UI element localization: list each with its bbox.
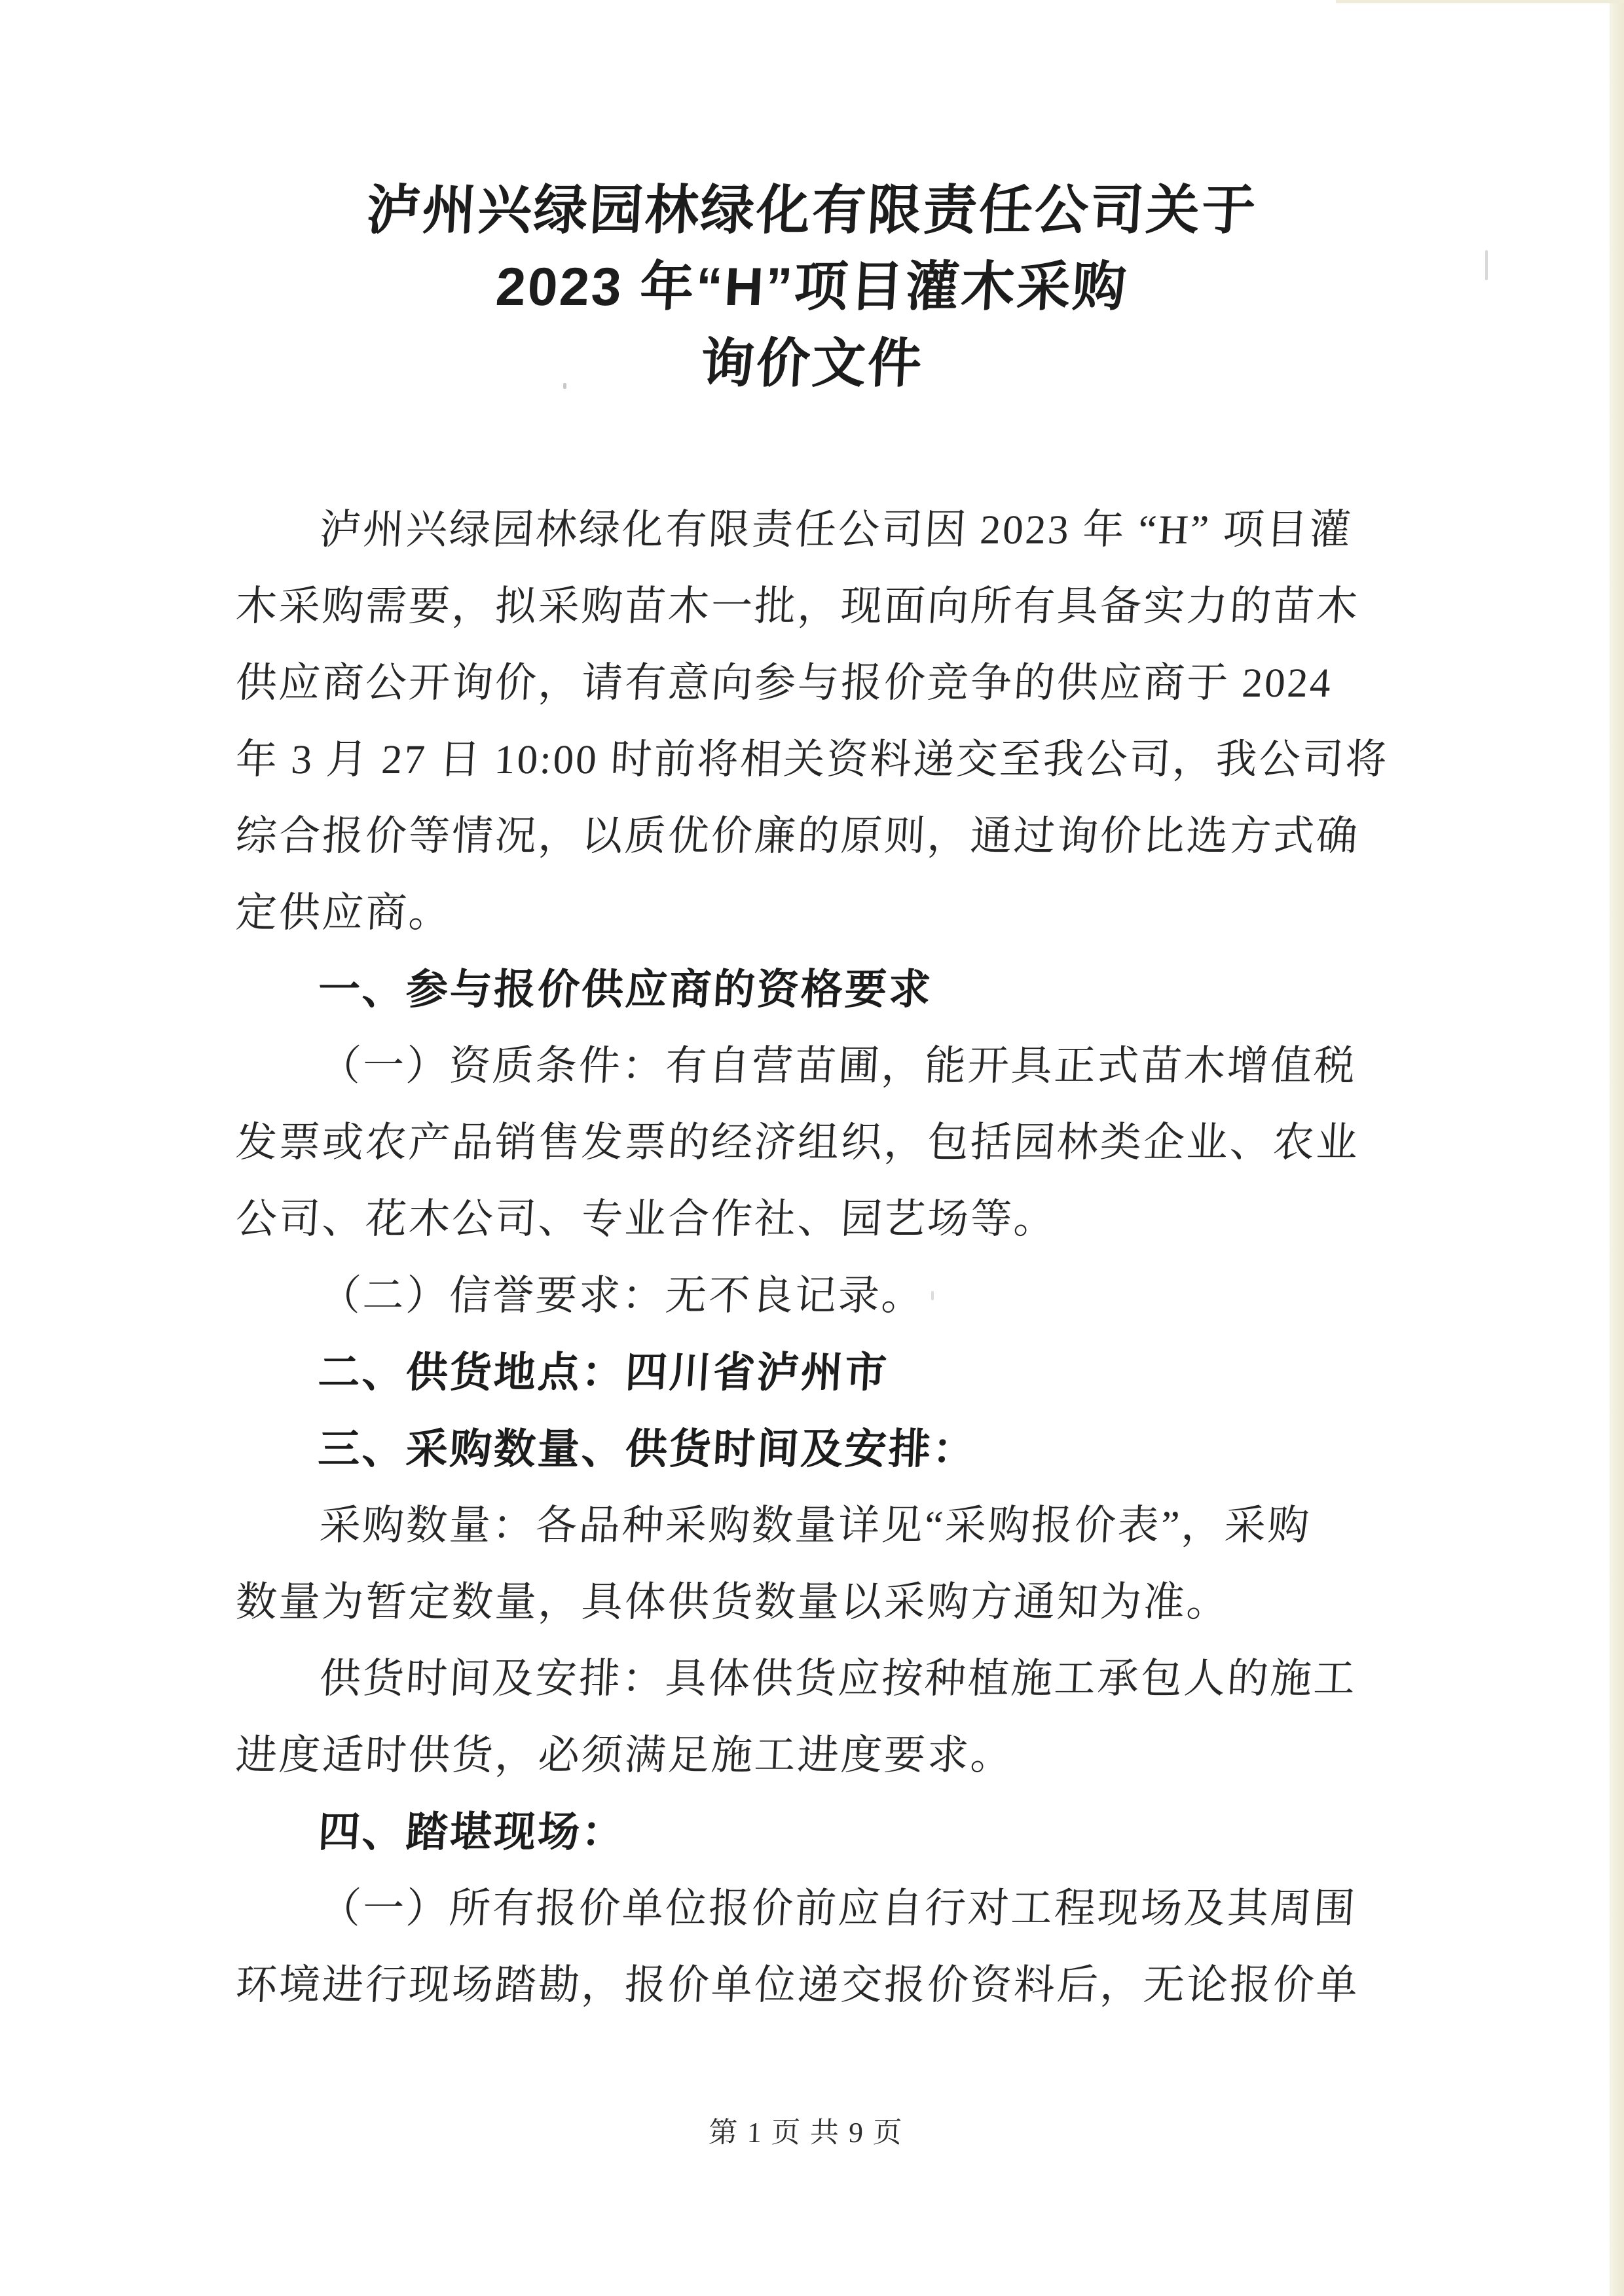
body-line: 数量为暂定数量，具体供货数量以采购方通知为准。 [234, 1579, 1231, 1625]
body-line: 定供应商。 [234, 890, 453, 936]
document-title-line-2: 2023 年“H”项目灌木采购 [494, 257, 1130, 317]
document-title-line-1: 泸州兴绿园林绿化有限责任公司关于 [365, 181, 1259, 240]
body-line: （一）所有报价单位报价前应自行对工程现场及其周围 [318, 1886, 1358, 1931]
document-title-line-3: 询价文件 [699, 334, 925, 393]
body-line: 发票或农产品销售发票的经济组织，包括园林类企业、农业 [234, 1120, 1361, 1165]
body-line: 泸州兴绿园林绿化有限责任公司因 2023 年 “H” 项目灌 [318, 507, 1354, 553]
section-heading: 一、参与报价供应商的资格要求 [317, 966, 934, 1013]
document-title [0, 172, 1624, 402]
doc-body [236, 492, 1395, 2024]
body-line: 供应商公开询价，请有意向参与报价竞争的供应商于 2024 [234, 660, 1334, 706]
page-number-label: 第 1 页 共 9 页 [707, 2117, 904, 2149]
body-line: 木采购需要，拟采购苗木一批，现面向所有具备实力的苗木 [234, 583, 1361, 629]
body-line: 供货时间及安排：具体供货应按种植施工承包人的施工 [318, 1656, 1358, 1702]
body-line: 年 3 月 27 日 10:00 时前将相关资料递交至我公司，我公司将 [234, 737, 1390, 782]
section-heading: 四、踏堪现场： [317, 1808, 627, 1855]
body-line: 公司、花木公司、专业合作社、园艺场等。 [234, 1196, 1058, 1242]
scan-edge-strip-top [1336, 0, 1624, 3]
body-line: 采购数量：各品种采购数量详见“采购报价表”，采购 [318, 1503, 1312, 1548]
body-line: 综合报价等情况，以质优价廉的原则，通过询价比选方式确 [234, 813, 1361, 859]
page-footer [0, 2113, 1611, 2153]
section-heading: 二、供货地点：四川省泸州市 [317, 1349, 890, 1396]
section-heading: 三、采购数量、供货时间及安排： [317, 1425, 978, 1472]
body-line: （二）信誉要求：无不良记录。 [318, 1273, 926, 1319]
body-line: 环境进行现场踏勘，报价单位递交报价资料后，无论报价单 [234, 1962, 1361, 2008]
body-line: （一）资质条件：有自营苗圃，能开具正式苗木增值税 [318, 1043, 1358, 1089]
body-line: 进度适时供货，必须满足施工进度要求。 [234, 1732, 1015, 1778]
